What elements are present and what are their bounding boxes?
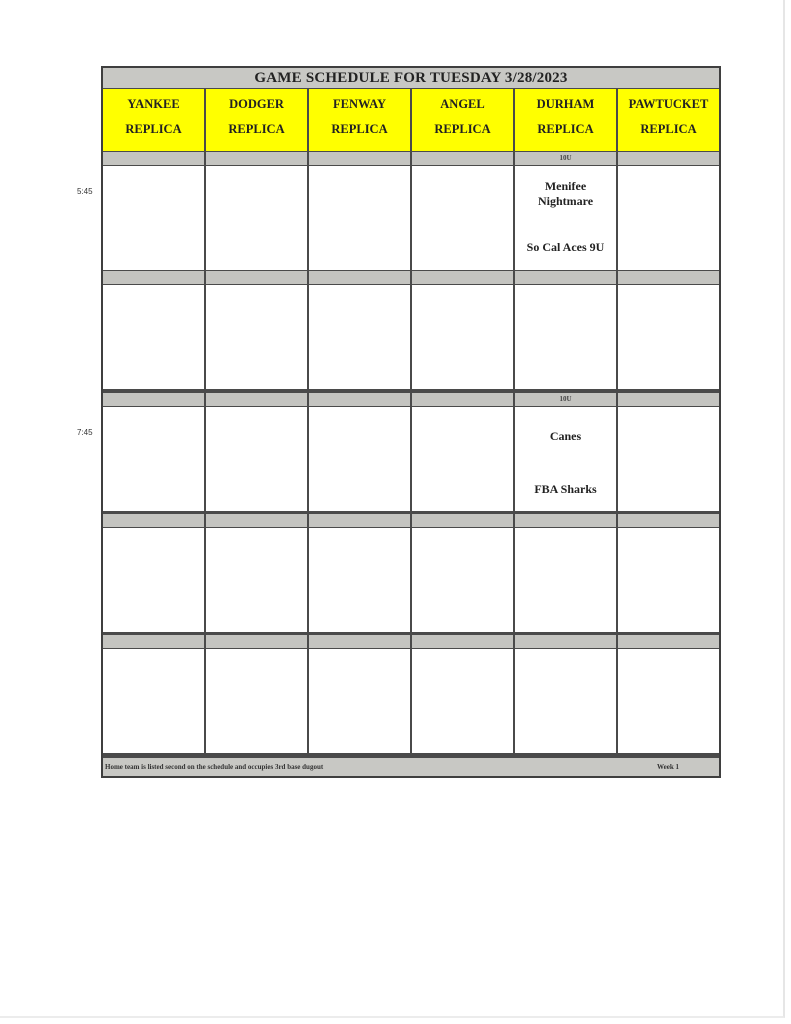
division-cell [309,271,410,284]
division-cell [618,271,719,284]
schedule-footer [103,758,719,776]
field-sub: REPLICA [331,122,388,136]
field-name: DURHAM [536,97,595,111]
field-sub: REPLICA [434,122,491,136]
field-name: PAWTUCKET [628,97,709,111]
division-cell [618,393,719,406]
game-cell [412,166,513,270]
field-sub: REPLICA [537,122,594,136]
game-cell [103,528,204,632]
field-sub: REPLICA [125,122,182,136]
field-header-pawtucket [618,89,719,151]
game-cell [618,407,719,511]
home-team: FBA Sharks [534,482,597,496]
division-cell [412,393,513,406]
field-header-dodger [206,89,307,151]
division-cell [618,514,719,527]
division-cell [206,514,307,527]
division-cell: 10U [515,152,616,165]
division-cell: 10U [515,393,616,406]
field-header-angel [412,89,513,151]
division-cell [412,271,513,284]
division-cell [618,635,719,648]
field-name: ANGEL [440,97,485,111]
game-cell [309,649,410,753]
game-cell [206,285,307,389]
game-cell [515,649,616,753]
time-slot-row [103,166,719,270]
division-cell [412,152,513,165]
game-cell [412,528,513,632]
division-cell [103,271,204,284]
field-sub: REPLICA [640,122,697,136]
game-cell [412,649,513,753]
field-header-durham [515,89,616,151]
field-header-yankee [103,89,204,151]
division-cell [103,152,204,165]
division-cell [412,514,513,527]
game-cell [103,649,204,753]
game-cell [309,166,410,270]
time-slot-row [103,649,719,753]
division-cell [309,393,410,406]
field-sub: REPLICA [228,122,285,136]
game-cell [515,407,616,511]
division-bar [103,514,719,527]
footer-note: Home team is listed second on the schedule and occupies 3rd base dugout [105,763,324,771]
game-cell [206,649,307,753]
division-cell [309,152,410,165]
division-cell [618,152,719,165]
division-cell [515,635,616,648]
game-cell [206,528,307,632]
division-cell [206,635,307,648]
home-team: So Cal Aces 9U [526,240,605,254]
division-cell [309,635,410,648]
game-cell [515,285,616,389]
division-cell [515,514,616,527]
game-cell [309,407,410,511]
game-cell [206,407,307,511]
division-cell [309,514,410,527]
division-bar [103,635,719,648]
game-cell [103,166,204,270]
game-cell [618,285,719,389]
game-cell [618,649,719,753]
week-label: Week 1 [657,763,679,771]
game-cell [618,166,719,270]
field-name: YANKEE [127,97,180,111]
time-label-745: 7:45 [77,428,93,437]
time-slot-row [103,528,719,632]
field-name: FENWAY [332,97,387,111]
division-bar [103,393,719,406]
field-header-fenway [309,89,410,151]
game-cell [515,528,616,632]
schedule-table [101,66,721,778]
division-cell [206,271,307,284]
away-team: Menifee Nightmare [537,179,594,208]
game-cell [309,528,410,632]
time-slot-row [103,285,719,389]
field-header-row [103,89,719,151]
field-name: DODGER [229,97,284,111]
division-bar [103,271,719,284]
game-cell [309,285,410,389]
game-cell [412,407,513,511]
game-cell [103,407,204,511]
division-bar [103,152,719,165]
game-cell [618,528,719,632]
division-cell [515,271,616,284]
division-cell [206,152,307,165]
division-cell [412,635,513,648]
game-cell [515,166,616,270]
time-slot-row [103,407,719,511]
division-cell [206,393,307,406]
time-label-545: 5:45 [77,187,93,196]
game-cell [412,285,513,389]
schedule-title: GAME SCHEDULE FOR TUESDAY 3/28/2023 [103,68,719,88]
away-team: Canes [549,429,582,443]
division-cell [103,635,204,648]
game-cell [103,285,204,389]
game-cell [206,166,307,270]
division-cell [103,514,204,527]
division-cell [103,393,204,406]
